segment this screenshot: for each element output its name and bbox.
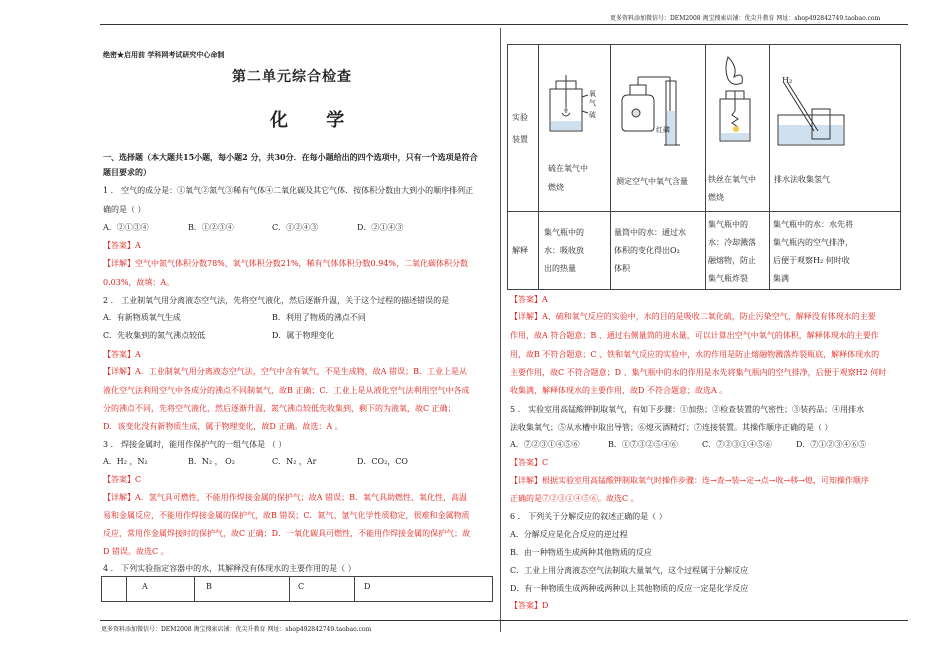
- q5-option-d: D．⑦①②③④⑥⑤: [796, 440, 867, 449]
- section-heading-line2: 题目要求的）: [103, 167, 151, 177]
- b-explanation-1: 量筒中的水：通过水: [614, 228, 686, 237]
- q3-explanation-2: 易和金属反应，不能用作焊接金属的保护气，故B 错误；C．氮气、氩气化学性质稳定，很难和金属物质: [103, 511, 470, 520]
- footer-rule: [100, 620, 908, 621]
- c-explanation-4: 集气瓶炸裂: [708, 274, 748, 283]
- d-explanation-2: 集气瓶内的空气排净，: [773, 238, 853, 247]
- header-promo-text: 更多资料添加微信号：DEM2008 淘宝搜索店铺：优尖升教育 网址：shop492842749.taobao.com: [610, 15, 881, 22]
- q2-stem: 2 ． 工业制氧气用分离液态空气法，先将空气液化，然后逐渐升温，关于这个过程的描述错误的是: [103, 296, 450, 305]
- q5-stem-line1: 5 ． 实验室用高锰酸钾制取氧气，有如下步骤：①加热；②检查装置的气密性；③装药品；④用排水: [510, 405, 865, 414]
- q5-answer: 【答案】C: [510, 458, 549, 467]
- label-h2: H₂: [782, 76, 793, 85]
- q4-explanation-2: 作用，故A 符合题意；B 、通过右侧量筒的进水量，可以计算出空气中氧气的体积，解释体现水的主要作: [510, 331, 879, 340]
- d-explanation-3: 后便于观察H₂ 何时收: [773, 256, 850, 265]
- b-explanation-2: 体积的变化得出O₂: [614, 246, 680, 255]
- q6-option-c: C．工业上用分离液态空气法制取大量氧气，这个过程属于分解反应: [510, 566, 749, 575]
- q6-option-d: D．有一种物质生成两种或两种以上其他物质的反应一定是化学反应: [510, 584, 749, 593]
- iron-wire-apparatus: [714, 53, 764, 161]
- q1-option-a: A．②①③④: [103, 223, 149, 232]
- q6-option-a: A．分解反应是化合反应的逆过程: [510, 530, 628, 539]
- q5-option-c: C．⑦②③①④⑤⑥: [702, 440, 773, 449]
- q3-option-c: C．N₂ ，Ar: [272, 457, 317, 466]
- label-oxygen-1: 氧: [589, 90, 596, 98]
- q4-answer: 【答案】A: [510, 295, 548, 304]
- q2-option-a: A．有新物质氧气生成: [103, 313, 181, 322]
- q3-explanation-3: 反应，常用作金属焊接时的保护气，故C 正确；D．一氧化碳具可燃性，不能用作焊接金属的保护气；故: [103, 529, 471, 538]
- a-explanation-3: 出的热量: [544, 264, 576, 273]
- q5-stem-line2: 法收集氧气；⑤从水槽中取出导管；⑥熄灭酒精灯；⑦连接装置。其操作顺序正确的是（ ）: [510, 423, 833, 432]
- d-explanation-1: 集气瓶中的水：水先将: [773, 220, 853, 229]
- q3-option-b: B．N₂ ， O₂: [188, 457, 235, 466]
- hydrogen-collection-apparatus: [774, 75, 894, 155]
- q4-explanation-4: 主要作用，故C 不符合题意；D 、集气瓶中的水的作用是水先将集气瓶内的空气排净，后便于观察H2 何时: [510, 368, 887, 377]
- phosphorus-apparatus: [614, 71, 700, 155]
- q6-option-b: B．由一种物质生成两种其他物质的反应: [510, 548, 652, 557]
- subject-title: 化 学: [270, 110, 361, 131]
- q3-option-d: D．CO₂，CO: [357, 457, 408, 466]
- a-title-2: 燃烧: [548, 183, 564, 192]
- q3-option-a: A．H₂ ，N₂: [103, 457, 148, 466]
- a-explanation-2: 水：吸收放: [544, 246, 584, 255]
- footer-promo-text: 更多资料添加微信号：DEM2008 淘宝搜索店铺：优尖升教育 网址：shop492842749.taobao.com: [101, 626, 372, 633]
- q5-option-a: A．⑦②③①④⑤⑥: [510, 440, 580, 449]
- q4-explanation-1: 【详解】A、硫和氧气反应的实验中，水的目的是吸收二氧化硫，防止污染空气，解释没有体现水的主要: [510, 312, 876, 321]
- q5-option-b: B．①⑦③②⑤④⑥: [608, 440, 678, 449]
- confidential-line: 绝密★启用前 学科网考试研究中心命制: [103, 50, 225, 59]
- q2-option-d: D．属于物理变化: [272, 331, 335, 340]
- q2-explanation-4: D．该变化没有新物质生成，属于物理变化，故D 正确。故选：A 。: [103, 422, 343, 431]
- section-heading-line1: 一、选择题（本大题共15小题，每小题2 分，共30分．在每小题给出的四个选项中，只有一个选项是符合: [103, 152, 478, 162]
- label-oxygen-2: 气: [589, 99, 596, 107]
- q4-explanation-5: 收集满，解释体现水的主要作用，故D 不符合题意；故选A 。: [510, 386, 728, 395]
- c-explanation-2: 水：冷却溅落: [708, 238, 756, 247]
- table-col-a: A: [142, 582, 148, 591]
- q1-option-d: D．②①④③: [357, 223, 404, 232]
- q2-answer: 【答案】A: [103, 350, 141, 359]
- q5-explanation-1: 【详解】根据实验室用高锰酸钾制取氧气时操作步骤：连→查→装→定→点→收→移→熄，可知操作顺序: [510, 476, 869, 485]
- q2-option-b: B．利用了物质的沸点不同: [272, 313, 366, 322]
- c-explanation-1: 集气瓶中的: [708, 220, 748, 229]
- q1-answer: 【答案】A: [103, 241, 141, 250]
- q4-table-header-row: [101, 576, 493, 602]
- q1-option-c: C．①②④③: [272, 223, 319, 232]
- c-explanation-3: 融熔物，防止: [708, 256, 756, 265]
- table-col-d: D: [364, 582, 371, 591]
- c-title-1: 铁丝在氧气中: [708, 175, 756, 184]
- row-header-apparatus-2: 装置: [512, 135, 528, 144]
- q1-explanation-2: 0.03%，故填：A。: [103, 278, 175, 287]
- q1-stem-line2: 确的是（ ）: [103, 205, 146, 214]
- q3-stem: 3 ． 焊接金属时，能用作保护气的一组气体是 （ ）: [103, 440, 287, 449]
- q2-explanation-3: 分的沸点不同，先将空气液化，然后逐渐升温，氮气沸点较低先收集到，剩下的为液氧，故C 正确；: [103, 404, 456, 413]
- b-explanation-3: 体积: [614, 264, 630, 273]
- q2-explanation-1: 【详解】A．工业制氧气用分离液态空气法，空气中含有氧气，不是生成物，故A 错误；B．工业上是从: [103, 367, 467, 376]
- row-header-apparatus-1: 实验: [512, 113, 528, 122]
- q2-explanation-2: 液化空气法利用空气中各成分的沸点不同制氧气，故B 正确；C．工业上是从液化空气法利用空气中各成: [103, 386, 470, 395]
- d-explanation-4: 集满: [773, 274, 789, 283]
- d-title: 排水法收集氢气: [774, 175, 830, 184]
- q5-explanation-2: 正确的是⑦②③①④⑤⑥。故选C 。: [510, 494, 639, 503]
- q4-explanation-3: 用，故B 不符合题意；C 、铁和氧气反应的实验中，水的作用是防止熔融物溅落炸裂瓶底，解释体现水的: [510, 350, 880, 359]
- q1-option-b: B．①②③④: [188, 223, 234, 232]
- b-title: 测定空气中氧气含量: [616, 177, 688, 186]
- sulfur-burning-apparatus: [544, 75, 604, 145]
- header-rule: [100, 24, 908, 25]
- row-header-explanation: 解释: [512, 246, 528, 255]
- q3-answer: 【答案】C: [103, 475, 142, 484]
- q4-stem: 4 ． 下列实验指定容器中的水，其解释没有体现水的主要作用的是（ ）: [103, 564, 356, 573]
- q1-stem-line1: 1 ． 空气的成分是：①氧气②氮气③稀有气体④二氧化碳及其它气体．按体积分数由大到小的顺序排列正: [103, 186, 474, 195]
- c-title-2: 燃烧: [708, 193, 724, 202]
- column-divider: [500, 28, 501, 632]
- label-sulfur: 硫: [589, 111, 596, 119]
- a-title-1: 硫在氧气中: [548, 164, 588, 173]
- q1-explanation-1: 【详解】空气中氮气体积分数78%，氧气体积分数21%，稀有气体体积分数0.94%，二氧化碳体积分数: [103, 259, 468, 268]
- q6-stem: 6 ． 下列关于分解反应的叙述正确的是（ ）: [510, 512, 667, 521]
- table-col-c: C: [298, 582, 305, 591]
- q3-explanation-4: D 错误。故选C 。: [103, 547, 169, 556]
- page-title: 第二单元综合检查: [232, 69, 352, 85]
- q6-answer: 【答案】D: [510, 601, 549, 610]
- table-col-b: B: [206, 582, 212, 591]
- q2-option-c: C．先收集到的氮气沸点较低: [103, 331, 206, 340]
- label-red-phosphorus: 红磷: [656, 126, 670, 134]
- q3-explanation-1: 【详解】A．氢气具可燃性，不能用作焊接金属的保护气；故A 错误；B．氧气具助燃性、氧化性，高温: [103, 493, 467, 502]
- a-explanation-1: 集气瓶中的: [544, 228, 584, 237]
- experiment-table: [507, 44, 901, 290]
